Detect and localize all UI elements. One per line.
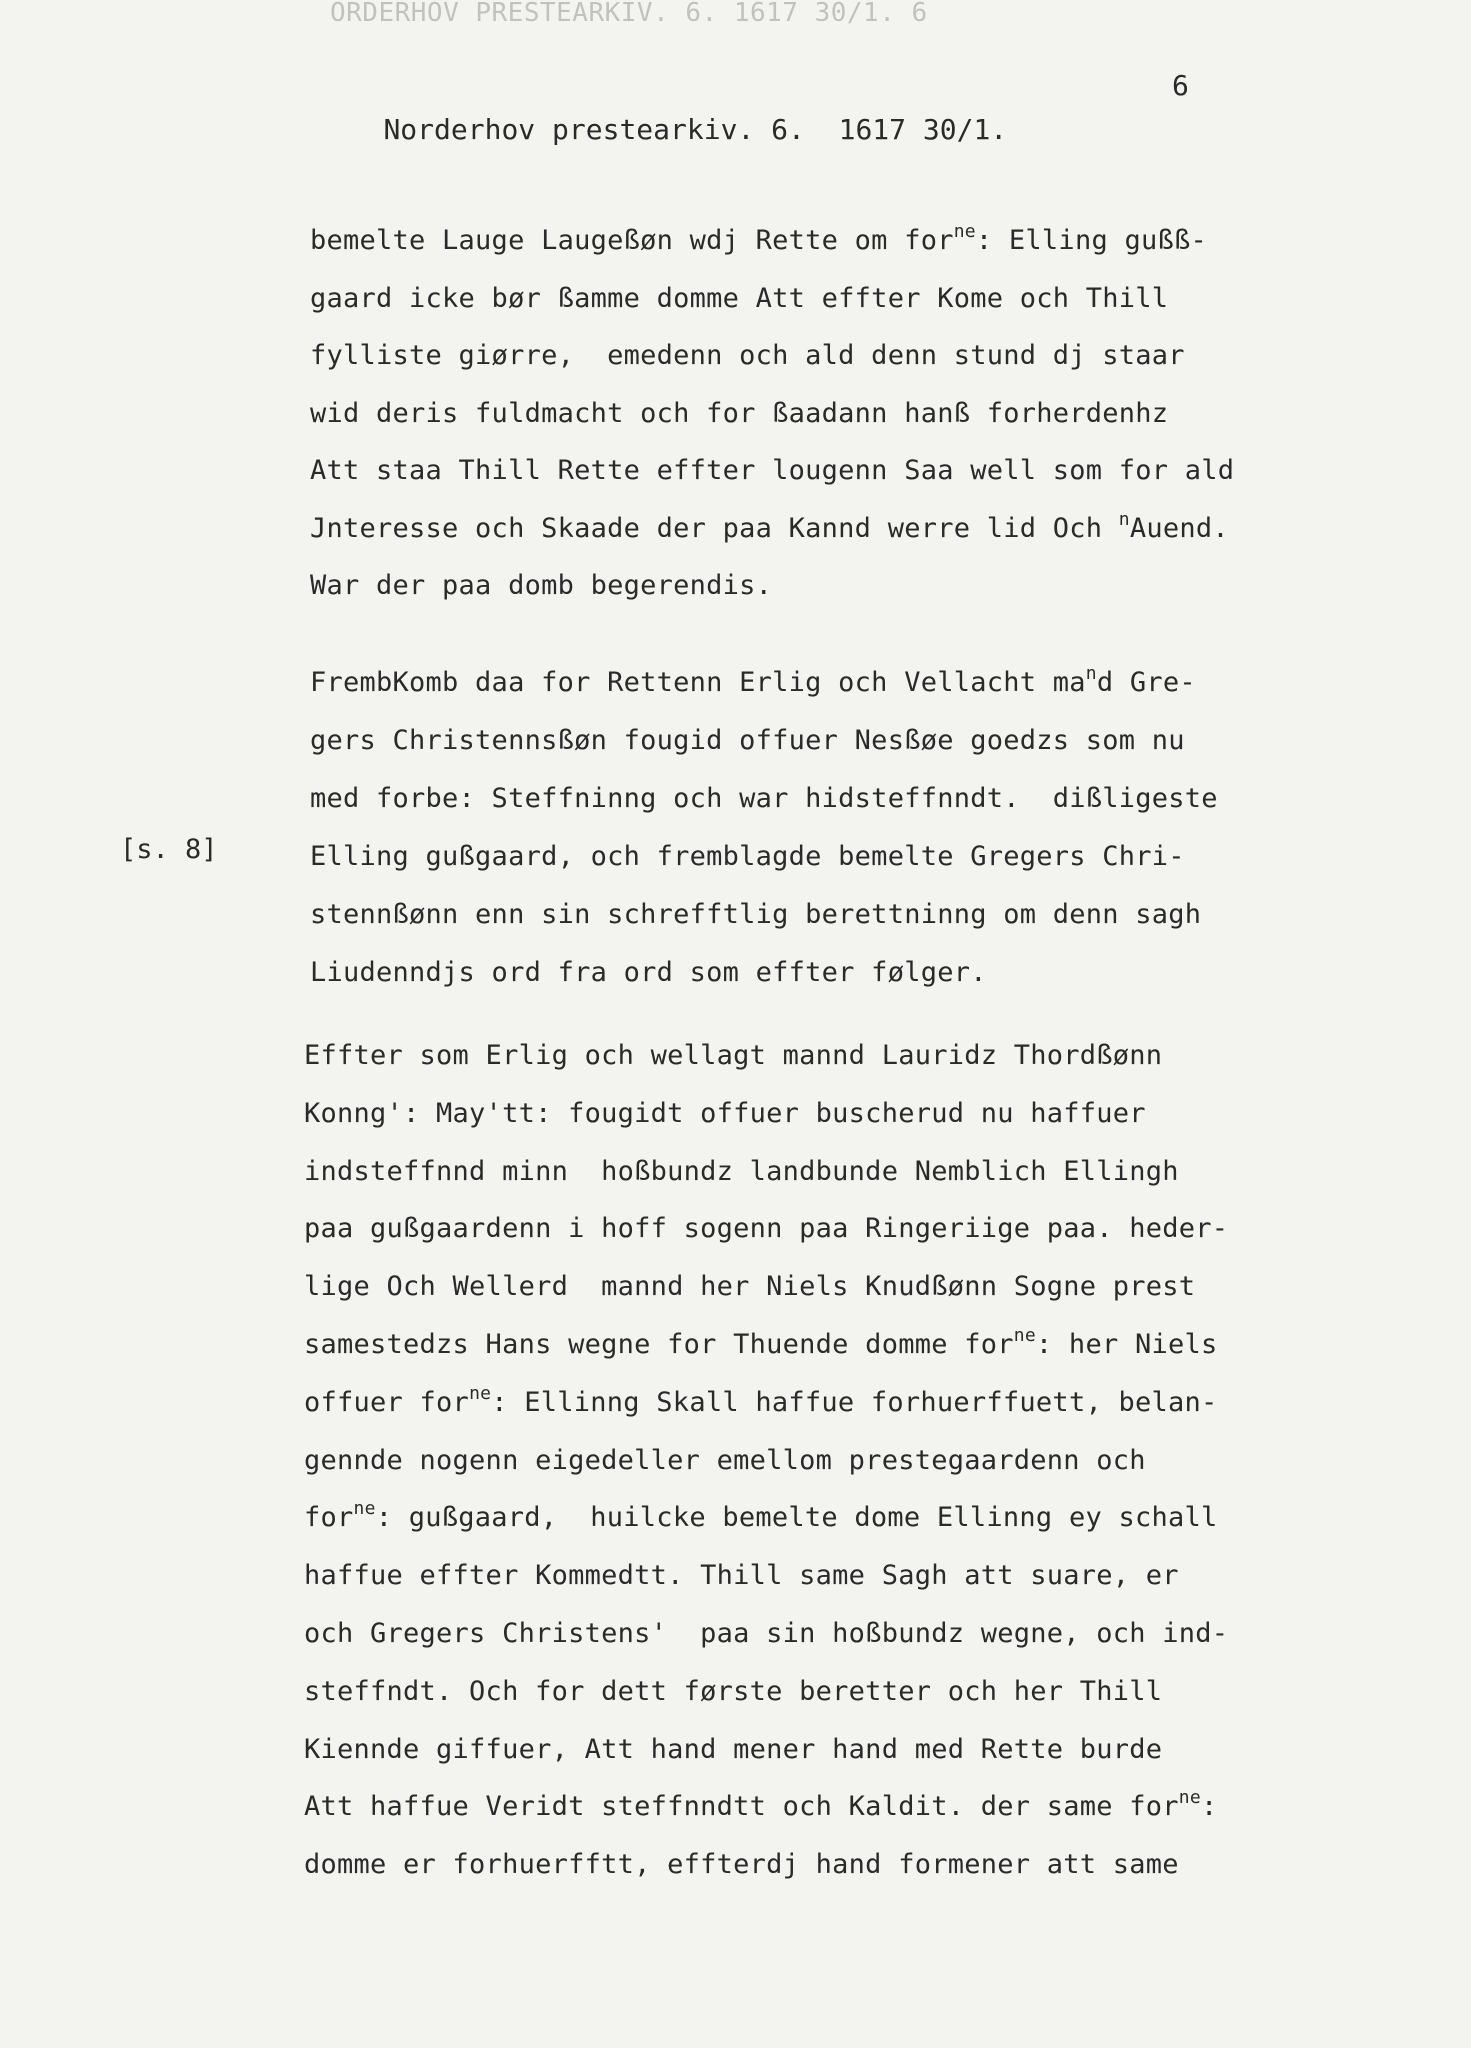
line-text: offuer for: [304, 1386, 470, 1418]
paragraph-2: [310, 654, 1290, 1002]
superscript-abbrev: n: [1118, 508, 1130, 530]
paragraph-3: [304, 1027, 1284, 1894]
line-text: domme er forhuerfftt, effterdj hand formener att same: [304, 1849, 1179, 1881]
line-text-continued: : her Niels: [1035, 1328, 1218, 1360]
line-text: for: [304, 1502, 354, 1534]
line-text: stennßønn enn sin schrefftlig berettninng om denn sagh: [310, 899, 1202, 930]
superscript-abbrev: ne: [469, 1382, 492, 1404]
text-line: [310, 712, 1290, 770]
bleed-through-text: ORDERHOV PRESTEARKIV. 6. 1617 30/1. 6: [330, 0, 928, 26]
text-line: [304, 1432, 1284, 1490]
page-header: [316, 64, 1266, 146]
line-text: indsteffnnd minn hoßbundz landbunde Nemblich Ellingh: [304, 1155, 1179, 1187]
text-line: [304, 1258, 1284, 1316]
paragraph-1: [310, 212, 1290, 615]
line-text-continued: : Elling gußß-: [975, 225, 1207, 256]
line-text: samestedzs Hans wegne for Thuende domme for: [304, 1328, 1014, 1360]
text-line: [310, 385, 1290, 443]
text-line: [304, 1605, 1284, 1663]
line-text: gennde nogenn eigedeller emellom prestegaardenn och: [304, 1444, 1146, 1476]
text-line: [304, 1200, 1284, 1258]
text-line: [304, 1547, 1284, 1605]
line-text: gers Christennsßøn fougid offuer Nesßøe goedzs som nu: [310, 725, 1185, 756]
line-text: FrembKomb daa for Rettenn Erlig och Vellacht ma: [310, 667, 1086, 698]
header-title: Norderhov prestearkiv. 6. 1617 30/1.: [383, 113, 1008, 146]
text-line: [304, 1316, 1284, 1374]
text-line: [310, 770, 1290, 828]
line-text: wid deris fuldmacht och for ßaadann hanß forherdenhz: [310, 397, 1169, 429]
superscript-abbrev: ne: [1178, 1787, 1201, 1809]
text-line: [304, 1778, 1284, 1836]
superscript-abbrev: ne: [1013, 1324, 1036, 1346]
line-text: fylliste giørre, emedenn och ald denn stund dj staar: [310, 340, 1185, 371]
line-text: Jnteresse och Skaade der paa Kannd werre lid Och: [310, 512, 1119, 544]
line-text-continued: :: [1200, 1791, 1218, 1823]
line-text: och Gregers Christens' paa sin hoßbundz wegne, och ind-: [304, 1617, 1229, 1649]
superscript-abbrev: ne: [353, 1498, 376, 1520]
superscript-abbrev: n: [1085, 663, 1097, 684]
text-line: [310, 654, 1290, 712]
text-line: [304, 1489, 1284, 1547]
line-text-continued: d Gre-: [1096, 667, 1196, 698]
line-text: steffndt. Och for dett første beretter och her Thill: [304, 1675, 1163, 1707]
line-text: med forbe: Steffninng och war hidsteffnndt. dißligeste: [310, 783, 1218, 814]
line-text: Effter som Erlig och wellagt mannd Lauridz Thordßønn: [304, 1040, 1163, 1071]
line-text: Att haffue Veridt steffnndtt och Kaldit. der same for: [304, 1791, 1179, 1823]
line-text: Elling gußgaard, och fremblagde bemelte Gregers Chri-: [310, 841, 1185, 872]
line-text: bemelte Lauge Laugeßøn wdj Rette om for: [310, 225, 954, 256]
margin-note: [s. 8]: [120, 834, 218, 865]
text-line: [310, 442, 1290, 500]
superscript-abbrev: ne: [953, 221, 976, 242]
text-line: [310, 327, 1290, 385]
line-text: Liudenndjs ord fra ord som effter følger.: [310, 957, 987, 988]
text-line: [304, 1721, 1284, 1779]
text-line: [310, 270, 1290, 328]
text-line: [310, 212, 1290, 270]
line-text: Kiennde giffuer, Att hand mener hand med Rette burde: [304, 1733, 1163, 1765]
text-line: [310, 944, 1290, 1002]
text-line: [304, 1374, 1284, 1432]
text-line: [304, 1027, 1284, 1085]
text-line: [304, 1085, 1284, 1143]
page-number: 6: [1172, 69, 1189, 102]
line-text: Att staa Thill Rette effter lougenn Saa well som for ald: [310, 455, 1235, 486]
line-text-continued: Auend.: [1129, 512, 1229, 544]
line-text: War der paa domb begerendis.: [310, 570, 773, 601]
text-line: [304, 1836, 1284, 1894]
text-line: [304, 1663, 1284, 1721]
line-text: lige Och Wellerd mannd her Niels Knudßønn Sogne prest: [304, 1271, 1196, 1303]
text-line: [310, 828, 1290, 886]
line-text-continued: : gußgaard, huilcke bemelte dome Ellinng ey schall: [375, 1502, 1218, 1534]
line-text: haffue effter Kommedtt. Thill same Sagh att suare, er: [304, 1560, 1179, 1592]
text-line: [310, 886, 1290, 944]
line-text-continued: : Ellinng Skall haffue forhuerffuett, belan-: [491, 1386, 1218, 1418]
line-text: gaard icke bør ßamme domme Att effter Kome och Thill: [310, 282, 1169, 314]
text-line: [310, 557, 1290, 615]
line-text: Konng': May'tt: fougidt offuer buscherud nu haffuer: [304, 1097, 1146, 1129]
text-line: [310, 500, 1290, 558]
text-line: [304, 1143, 1284, 1201]
line-text: paa gußgaardenn i hoff sogenn paa Ringeriige paa. heder-: [304, 1213, 1229, 1245]
